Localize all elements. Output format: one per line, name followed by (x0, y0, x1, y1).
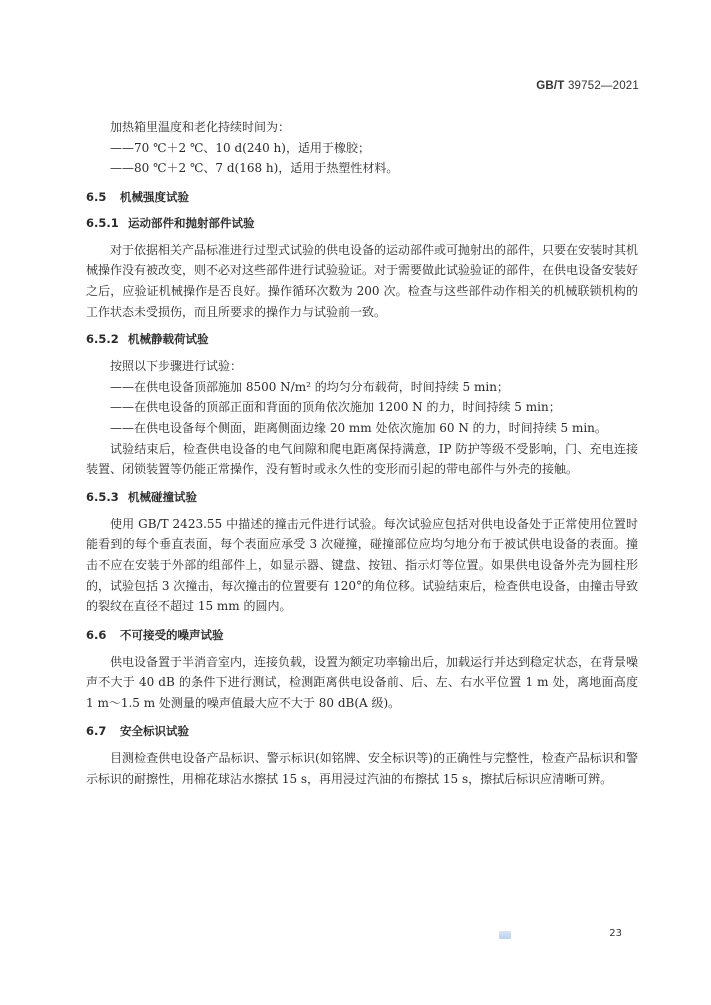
intro-text: 加热箱里温度和老化持续时间为： (110, 120, 291, 134)
standard-identifier (536, 80, 639, 92)
section-title: 机械碰撞试验 (128, 489, 197, 504)
scan-mark-icon (499, 931, 511, 939)
section-title: 运动部件和抛射部件试验 (128, 215, 255, 230)
heading-6-5-2 (86, 330, 638, 348)
section-title: 机械静载荷试验 (128, 332, 209, 347)
section-title: 机械强度试验 (120, 189, 189, 204)
step-item: ——在供电设备每个侧面，距离侧面边缘 20 mm 处依次施加 60 N 的力，时间持续 5 min。 (110, 420, 607, 435)
section-number: 6.5.3 (86, 489, 119, 504)
paragraph-6-5-2: 试验结束后，检查供电设备的电气间隙和爬电距离保持满意，IP 防护等级不受影响，门、充电连接装置、闭锁装置等仍能正常操作，没有暂时或永久性的变形而引起的带电部件与外壳的接触。 (86, 441, 638, 477)
step-item: ——在供电设备的顶部正面和背面的顶角依次施加 1200 N 的力，时间持续 5 min； (110, 400, 561, 415)
heading-6-7 (86, 722, 638, 740)
paragraph-6-7: 目测检查供电设备产品标识、警示标识(如铭牌、安全标识等)的正确性与完整性，检查产品标识和警示标识的耐擦性，用棉花球沾水擦拭 15 s，再用浸过汽油的布擦拭 15 s，擦拭后标识应清晰可辨。 (86, 751, 638, 787)
section-number: 6.5.1 (86, 215, 119, 230)
standard-code: GB/T (536, 80, 565, 92)
standard-number: 39752—2021 (567, 80, 639, 92)
intro-item: ——70 ℃＋2 ℃、10 d(240 h)，适用于橡胶； (110, 140, 370, 155)
lead-6-5-2: 按照以下步骤进行试验： (110, 359, 243, 374)
intro-item: ——80 ℃＋2 ℃、7 d(168 h)，适用于热塑性材料。 (110, 161, 399, 176)
section-number: 6.6 (86, 627, 107, 642)
step-item: ——在供电设备顶部施加 8500 N/m² 的均匀分布载荷，时间持续 5 min； (110, 379, 509, 394)
heading-6-5-3 (86, 488, 638, 506)
heading-6-5-1 (86, 214, 638, 232)
section-number: 6.5 (86, 189, 107, 204)
paragraph-6-5-3: 使用 GB/T 2423.55 中描述的撞击元件进行试验。每次试验应包括对供电设备处于正常使用位置时能看到的每个垂直表面，每个表面应承受 3 次碰撞，碰撞部位应均匀地分布于被试供电设备的表面。撞击不应在安装于外部的组部件上，如显示器、键盘、按钮、指示灯等位置。如果供电设备外壳为圆柱形的，试验包括 3 次撞击，每次撞击的位置要有 120°的角位移。试验结束后，检查供电设备，由撞击导致的裂纹在直径不超过 15 mm 的圆内。 (86, 516, 638, 614)
heading-6-6 (86, 626, 638, 644)
document-body (86, 117, 638, 790)
page-number: 23 (609, 928, 622, 939)
paragraph-6-6: 供电设备置于半消音室内，连接负载，设置为额定功率输出后，加载运行并达到稳定状态，在背景噪声不大于 40 dB 的条件下进行测试，检测距离供电设备前、后、左、右水平位置 1 m 处，离地面高度 1 m～1.5 m 处测量的噪声值最大应不大于 80 dB(A 级)。 (86, 654, 639, 710)
paragraph-6-5-1: 对于依据相关产品标准进行过型式试验的供电设备的运动部件或可抛射出的部件，只要在安装时其机械操作没有被改变，则不必对这些部件进行试验验证。对于需要做此试验验证的部件，在供电设备安装好之后，应验证机械操作是否良好。操作循环次数为 200 次。检查与这些部件动作相关的机械联锁机构的工作状态未受损伤，而且所要求的操作力与试验前一致。 (86, 242, 639, 319)
section-title: 不可接受的噪声试验 (120, 627, 224, 642)
section-number: 6.5.2 (86, 332, 119, 347)
section-number: 6.7 (86, 724, 107, 739)
section-title: 安全标识试验 (120, 724, 189, 739)
heading-6-5 (86, 188, 638, 206)
